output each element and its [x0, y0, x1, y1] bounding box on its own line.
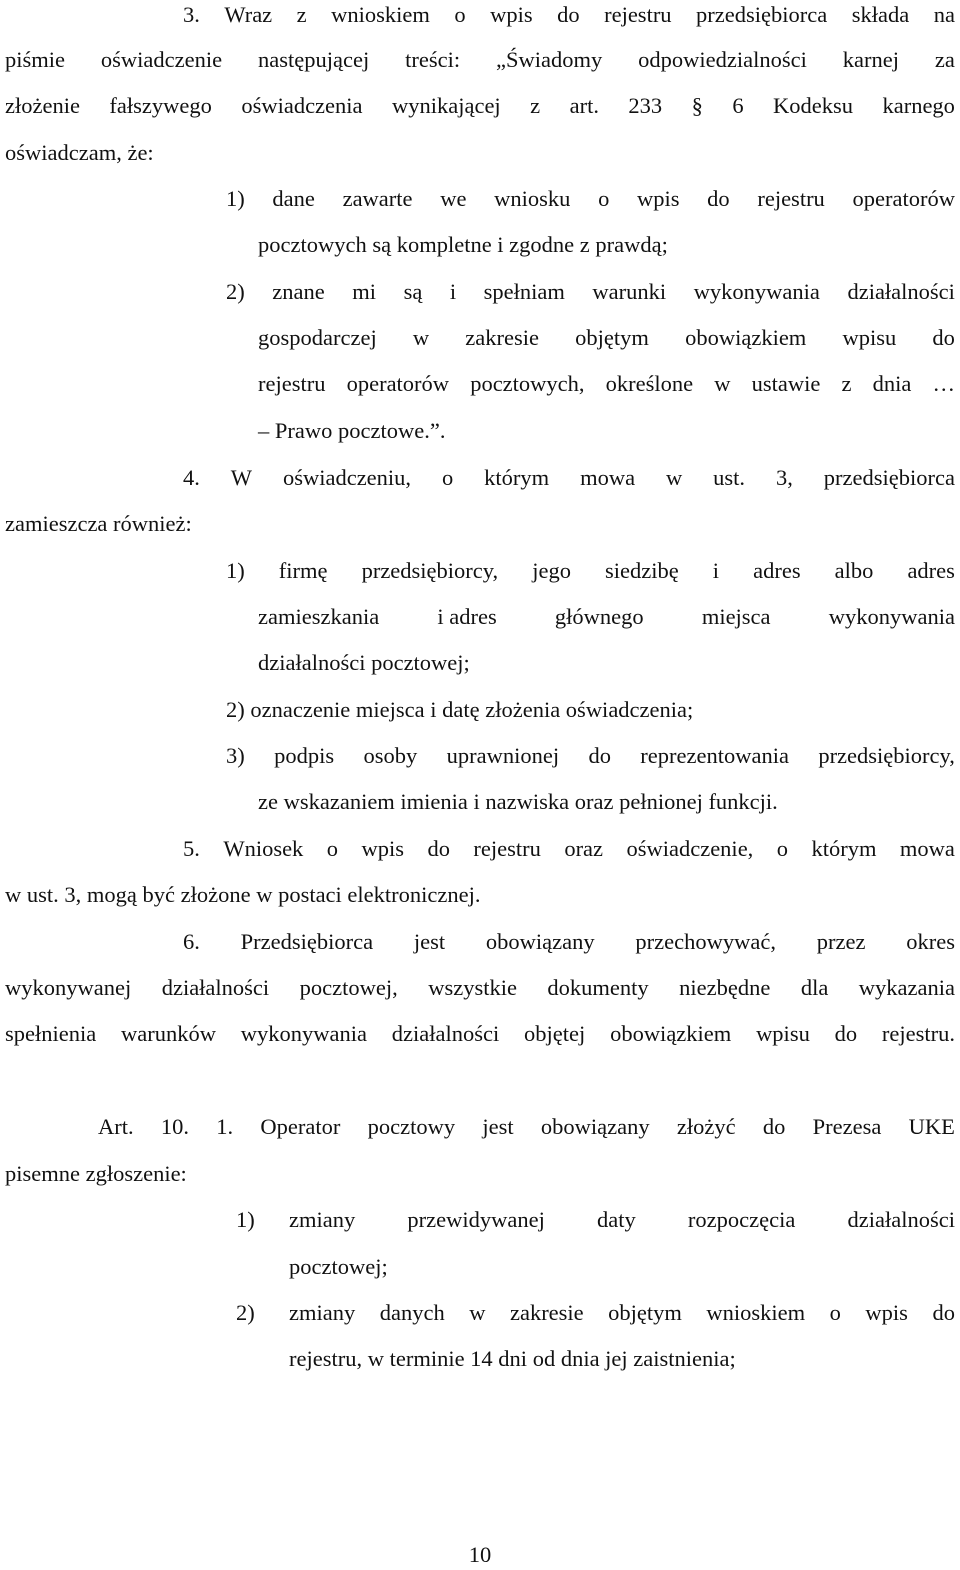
art10-item2-line1: [289, 1298, 955, 1328]
word: z: [530, 93, 541, 118]
word: składa: [851, 2, 910, 27]
word: jego: [532, 558, 571, 583]
art10-item1-line1: [289, 1205, 955, 1235]
word: wykazania: [858, 975, 955, 1000]
word: wykonywania: [828, 604, 955, 629]
word: wpis: [636, 186, 680, 211]
word: wynikającej: [391, 93, 501, 118]
word: działalności: [847, 279, 955, 304]
word: przewidywanej: [407, 1207, 545, 1232]
word: i: [712, 558, 720, 583]
word: siedzibę: [605, 558, 679, 583]
word: Prezesa: [812, 1114, 882, 1139]
word: objętym: [575, 325, 649, 350]
word: 233: [628, 93, 663, 118]
word: przedsiębiorca: [823, 465, 955, 490]
word: wykonywania: [240, 1021, 368, 1046]
word: rejestru: [258, 371, 326, 396]
word: Kodeksu: [773, 93, 854, 118]
word: uprawnionej: [446, 743, 560, 768]
word: w: [666, 465, 683, 490]
word: mowa: [899, 836, 955, 861]
word: o: [776, 836, 789, 861]
word: ust.: [713, 465, 746, 490]
word: gospodarczej: [258, 325, 377, 350]
word: adres: [753, 558, 801, 583]
word: we: [440, 186, 467, 211]
para5-line2: w ust. 3, mogą być złożone w postaci elektronicznej.: [5, 882, 481, 907]
para3-item2-line4: – Prawo pocztowe.”.: [258, 418, 446, 443]
para4-item3-line1: [226, 741, 955, 771]
word: fałszywego: [109, 93, 212, 118]
para4-item2: 2) oznaczenie miejsca i datę złożenia oświadczenia;: [226, 697, 694, 722]
para4-item1-line3: działalności pocztowej;: [258, 650, 470, 675]
para4-item1-line1: [226, 556, 955, 586]
word: wniosku: [494, 186, 571, 211]
art10-item2-number: 2): [236, 1300, 255, 1325]
word: wykonywanej: [5, 975, 132, 1000]
word: operatorów: [346, 371, 450, 396]
word: Art.: [98, 1114, 134, 1139]
word: 1): [226, 558, 245, 583]
para6-line2: [5, 973, 955, 1003]
word: złożyć: [676, 1114, 736, 1139]
word: wpis: [490, 2, 533, 27]
word: do: [557, 2, 580, 27]
word: o: [441, 465, 454, 490]
para5-line1: [183, 834, 955, 864]
word: za: [934, 47, 955, 72]
word: dnia: [872, 371, 912, 396]
word: obowiązkiem: [610, 1021, 732, 1046]
word: do: [707, 186, 730, 211]
word: podpis: [274, 743, 335, 768]
page-number: 10: [468, 1542, 492, 1567]
word: w: [412, 325, 430, 350]
word: do: [932, 325, 955, 350]
word: mi: [352, 279, 377, 304]
word: daty: [597, 1207, 636, 1232]
art10-item1-line2: pocztowej;: [289, 1254, 388, 1279]
word: oświadczenia: [241, 93, 363, 118]
word: przedsiębiorcy,: [818, 743, 955, 768]
word: treści:: [405, 47, 461, 72]
word: wnioskiem: [706, 1300, 806, 1325]
word: mowa: [580, 465, 636, 490]
word: do: [834, 1021, 858, 1046]
word: do: [427, 836, 450, 861]
para3-item2-line2: [258, 323, 955, 353]
word: danych: [379, 1300, 445, 1325]
word: o: [598, 186, 610, 211]
word: określone: [605, 371, 694, 396]
word: jest: [413, 929, 446, 954]
word: jest: [482, 1114, 514, 1139]
word: wpis: [865, 1300, 908, 1325]
para3-line1: [183, 0, 955, 30]
word: Operator: [260, 1114, 341, 1139]
word: W: [230, 465, 253, 490]
word: oświadczenie,: [626, 836, 754, 861]
word: przedsiębiorca: [696, 2, 828, 27]
word: 2): [226, 279, 245, 304]
word: następującej: [258, 47, 370, 72]
word: głównego: [554, 604, 644, 629]
para3-line4: oświadczam, że:: [5, 140, 154, 165]
word: wpisu: [842, 325, 897, 350]
word: którym: [484, 465, 550, 490]
word: dokumenty: [547, 975, 649, 1000]
word: rejestru: [757, 186, 825, 211]
word: wpis: [361, 836, 404, 861]
word: warunków: [121, 1021, 216, 1046]
word: działalności: [847, 1207, 955, 1232]
word: 3): [226, 743, 245, 768]
word: 6: [732, 93, 744, 118]
para3-line3: [5, 91, 955, 121]
word: Przedsiębiorca: [240, 929, 374, 954]
word: objętym: [608, 1300, 682, 1325]
word: rejestru: [604, 2, 672, 27]
para3-item1-line1: [226, 184, 955, 214]
word: niezbędne: [679, 975, 771, 1000]
word: wszystkie: [428, 975, 517, 1000]
word: osoby: [363, 743, 418, 768]
word: operatorów: [852, 186, 955, 211]
word: o: [454, 2, 466, 27]
word: oświadczeniu,: [282, 465, 412, 490]
word: pocztowej,: [299, 975, 398, 1000]
word: albo: [834, 558, 874, 583]
word: i: [449, 279, 457, 304]
para3-item2-line3: [258, 369, 955, 399]
para3-line2: [5, 45, 955, 75]
para3-item1-line2: pocztowych są kompletne i zgodne z prawdą;: [258, 232, 668, 257]
word: pocztowy: [367, 1114, 456, 1139]
para4-line1: [183, 463, 955, 493]
word: spełnienia: [5, 1021, 97, 1046]
word: przedsiębiorcy,: [361, 558, 499, 583]
word: Wraz: [224, 2, 273, 27]
word: działalności: [391, 1021, 500, 1046]
word: do: [932, 1300, 955, 1325]
word: objętej: [524, 1021, 586, 1046]
word: 3.: [183, 2, 200, 27]
word: 1): [226, 186, 245, 211]
word: 4.: [183, 465, 200, 490]
para4-item3-line2: ze wskazaniem imienia i nazwiska oraz pełnionej funkcji.: [258, 789, 778, 814]
word: warunki: [592, 279, 667, 304]
word: „Świadomy: [496, 47, 603, 72]
para4-item1-line2: [258, 602, 955, 632]
para4-line2: zamieszcza również:: [5, 511, 192, 536]
word: oraz: [564, 836, 604, 861]
word: zmiany: [289, 1207, 356, 1232]
word: 6.: [183, 929, 200, 954]
word: złożenie: [5, 93, 80, 118]
para6-line3: [5, 1019, 955, 1049]
word: zawarte: [342, 186, 413, 211]
word: §: [691, 93, 703, 118]
word: dla: [800, 975, 829, 1000]
word: rejestru.: [881, 1021, 955, 1046]
word: adres: [907, 558, 955, 583]
word: są: [403, 279, 423, 304]
word: 10.: [160, 1114, 190, 1139]
word: w: [714, 371, 731, 396]
word: …: [932, 371, 955, 396]
word: reprezentowania: [640, 743, 789, 768]
word: i adres: [437, 604, 497, 629]
word: obowiązany: [540, 1114, 650, 1139]
word: rejestru: [473, 836, 541, 861]
word: wykonywania: [693, 279, 820, 304]
art10-line2: pisemne zgłoszenie:: [5, 1161, 187, 1186]
word: UKE: [908, 1114, 955, 1139]
word: firmę: [278, 558, 328, 583]
word: zakresie: [509, 1300, 584, 1325]
word: z: [296, 2, 307, 27]
para6-line1: [183, 927, 955, 957]
word: o: [326, 836, 339, 861]
art10-item2-line2: rejestru, w terminie 14 dni od dnia jej zaistnienia;: [289, 1346, 736, 1371]
word: pocztowych,: [470, 371, 585, 396]
word: wpisu: [756, 1021, 810, 1046]
word: przez: [816, 929, 866, 954]
word: obowiązkiem: [685, 325, 807, 350]
word: okres: [906, 929, 955, 954]
word: zamieszkania: [258, 604, 380, 629]
word: z: [841, 371, 852, 396]
word: wnioskiem: [331, 2, 430, 27]
art10-line1: [98, 1112, 955, 1142]
word: zmiany: [289, 1300, 356, 1325]
word: miejsca: [701, 604, 771, 629]
word: rozpoczęcia: [687, 1207, 796, 1232]
word: o: [829, 1300, 841, 1325]
word: w: [469, 1300, 486, 1325]
word: karnego: [882, 93, 955, 118]
word: spełniam: [483, 279, 565, 304]
word: oświadczenie: [100, 47, 223, 72]
para3-item2-line1: [226, 277, 955, 307]
word: do: [588, 743, 611, 768]
word: zakresie: [465, 325, 539, 350]
word: znane: [272, 279, 325, 304]
word: na: [933, 2, 955, 27]
word: 3,: [775, 465, 793, 490]
word: obowiązany: [485, 929, 595, 954]
word: przechowywać,: [635, 929, 776, 954]
art10-item1-number: 1): [236, 1207, 255, 1232]
word: którym: [811, 836, 877, 861]
word: odpowiedzialności: [638, 47, 807, 72]
word: działalności: [161, 975, 270, 1000]
word: dane: [272, 186, 315, 211]
word: piśmie: [5, 47, 65, 72]
word: do: [762, 1114, 786, 1139]
word: karnej: [842, 47, 900, 72]
word: art.: [569, 93, 599, 118]
word: ustawie: [751, 371, 821, 396]
word: 5.: [183, 836, 200, 861]
word: 1.: [216, 1114, 234, 1139]
word: Wniosek: [223, 836, 304, 861]
